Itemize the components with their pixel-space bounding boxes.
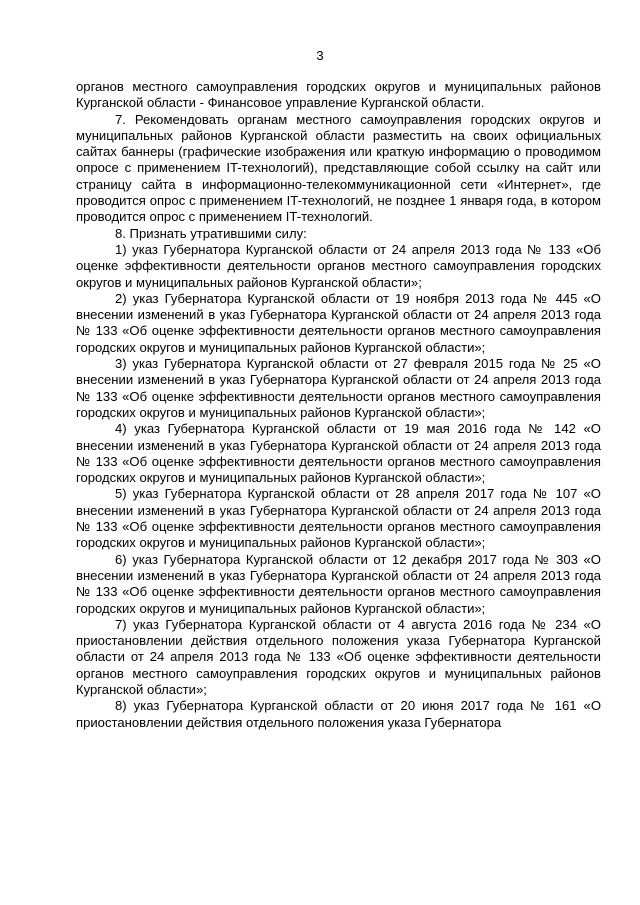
- list-item-4: 4) указ Губернатора Курганской области от 19 мая 2016 года № 142 «О внесении изменений в указ Губернатора Курганской области от 24 апреля 2013 года № 133 «Об оценке эффективности деятельности органов местного самоуправления городских округов и муниципальных районов Курганской области»;: [76, 421, 601, 486]
- paragraph-item-8: 8. Признать утратившими силу:: [115, 225, 307, 241]
- list-item-8: 8) указ Губернатора Курганской области от 20 июня 2017 года № 161 «О приостановлении действия отдельного положения указа Губернатора: [76, 698, 601, 730]
- list-item-1: 1) указ Губернатора Курганской области от 24 апреля 2013 года № 133 «Об оценке эффективности деятельности органов местного самоуправления городских округов и муниципальных районов Курганской области»;: [76, 241, 601, 290]
- paragraph-continuation: органов местного самоуправления городских округов и муниципальных районов Курганской области - Финансовое управление Курганской области.: [76, 79, 601, 111]
- list-item-6: 6) указ Губернатора Курганской области от 12 декабря 2017 года № 303 «О внесении изменений в указ Губернатора Курганской области от 24 апреля 2013 года № 133 «Об оценке эффективности деятельности органов местного самоуправления городских округов и муниципальных районов Курганской области»;: [76, 551, 601, 616]
- list-item-3: 3) указ Губернатора Курганской области от 27 февраля 2015 года № 25 «О внесении изменений в указ Губернатора Курганской области от 24 апреля 2013 года № 133 «Об оценке эффективности деятельности органов местного самоуправления городских округов и муниципальных районов Курганской области»;: [76, 356, 601, 420]
- list-item-2: 2) указ Губернатора Курганской области от 19 ноября 2013 года № 445 «О внесении изменений в указ Губернатора Курганской области от 24 апреля 2013 года № 133 «Об оценке эффективности деятельности органов местного самоуправления городских округов и муниципальных районов Курганской области»;: [76, 290, 601, 355]
- list-item-7: 7) указ Губернатора Курганской области от 4 августа 2016 года № 234 «О приостановлении действия отдельного положения указа Губернатора Курганской области от 24 апреля 2013 года № 133 «Об оценке эффективности деятельности органов местного самоуправления городских округов и муниципальных районов Курганской области»;: [76, 616, 601, 697]
- page-number: 3: [316, 48, 324, 63]
- list-item-5: 5) указ Губернатора Курганской области от 28 апреля 2017 года № 107 «О внесении изменений в указ Губернатора Курганской области от 24 апреля 2013 года № 133 «Об оценке эффективности деятельности органов местного самоуправления городских округов и муниципальных районов Курганской области»;: [76, 486, 601, 551]
- paragraph-item-7: 7. Рекомендовать органам местного самоуправления городских округов и муниципальных районов Курганской области разместить на своих официальных сайтах баннеры (графические изображения или краткую информацию о проводимом опросе с применением IT-технологий), представляющие собой ссылку на сайт или страницу сайта в информационно-телекоммуникационной сети «Интернет», где проводится опрос с применением IT-технологий, не позднее 1 января года, в котором проводится опрос с применением IT-технологий.: [76, 111, 601, 225]
- document-body: [76, 79, 601, 731]
